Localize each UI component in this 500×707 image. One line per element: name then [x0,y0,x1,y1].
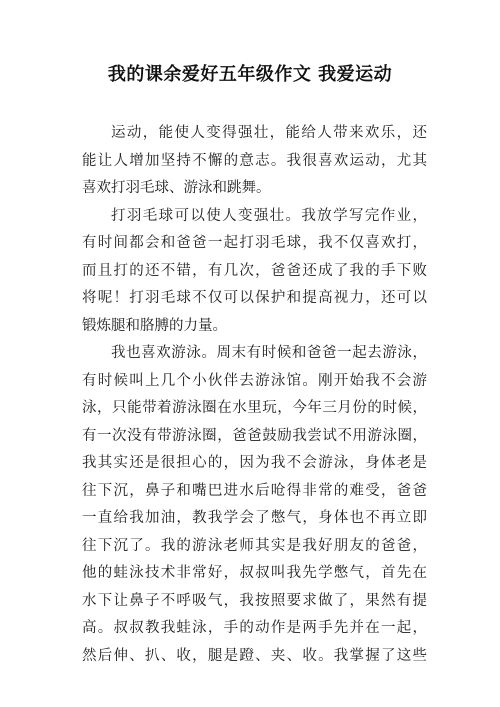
paragraph-3-line-9: 他的蛙泳技术非常好，叔叔叫我先学憋气，首先在 [82,565,427,581]
paragraph-1-line-3: 喜欢打羽毛球、游泳和跳舞。 [82,180,271,196]
paragraph-3-line-5: 我其实还是很担心的，因为我不会游泳，身体老是 [82,455,427,471]
paragraph-2-line-1: 打羽毛球可以使人变强壮。我放学写完作业， [111,207,427,224]
page-title: 我的课余爱好五年级作文 我爱运动 [107,64,393,85]
paragraph-1-line-1: 运动，能使人变得强壮，能给人带来欢乐，还 [111,125,427,141]
paragraph-2-line-5: 锻炼腿和胳膊的力量。 [82,317,227,334]
article-body [82,120,427,670]
paragraph-3-line-12: 然后伸、扒、收，腿是蹬、夹、收。我掌握了这些 [82,647,427,664]
paragraph-3-line-1: 我也喜欢游泳。周末有时候和爸爸一起去游泳， [111,345,427,361]
paragraph-3-line-4: 有一次没有带游泳圈，爸爸鼓励我尝试不用游泳圈， [82,427,427,444]
paragraph-1-line-2: 能让人增加坚持不懈的意志。我很喜欢运动，尤其 [82,152,427,169]
paragraph-2-line-3: 而且打的还不错，有几次，爸爸还成了我的手下败 [82,262,427,279]
paragraph-2-line-2: 有时间都会和爸爸一起打羽毛球，我不仅喜欢打， [82,235,427,251]
paragraph-3-line-8: 往下沉了。我的游泳老师其实是我好朋友的爸爸， [82,537,427,554]
paragraph-3-line-11: 高。叔叔教我蛙泳，手的动作是两手先并在一起， [82,620,427,636]
paragraph-3-line-2: 有时候叫上几个小伙伴去游泳馆。刚开始我不会游 [82,372,427,389]
paragraph-3-line-7: 一直给我加油，教我学会了憋气，身体也不再立即 [82,510,427,526]
paragraph-3-line-3: 泳，只能带着游泳圈在水里玩，今年三月份的时候， [82,400,427,416]
paragraph-3-line-10: 水下让鼻子不呼吸气，我按照要求做了，果然有提 [82,592,427,609]
paragraph-2-line-4: 将呢！打羽毛球不仅可以保护和提高视力，还可以 [82,290,427,306]
paragraph-3-line-6: 往下沉，鼻子和嘴巴进水后呛得非常的难受，爸爸 [82,482,427,499]
